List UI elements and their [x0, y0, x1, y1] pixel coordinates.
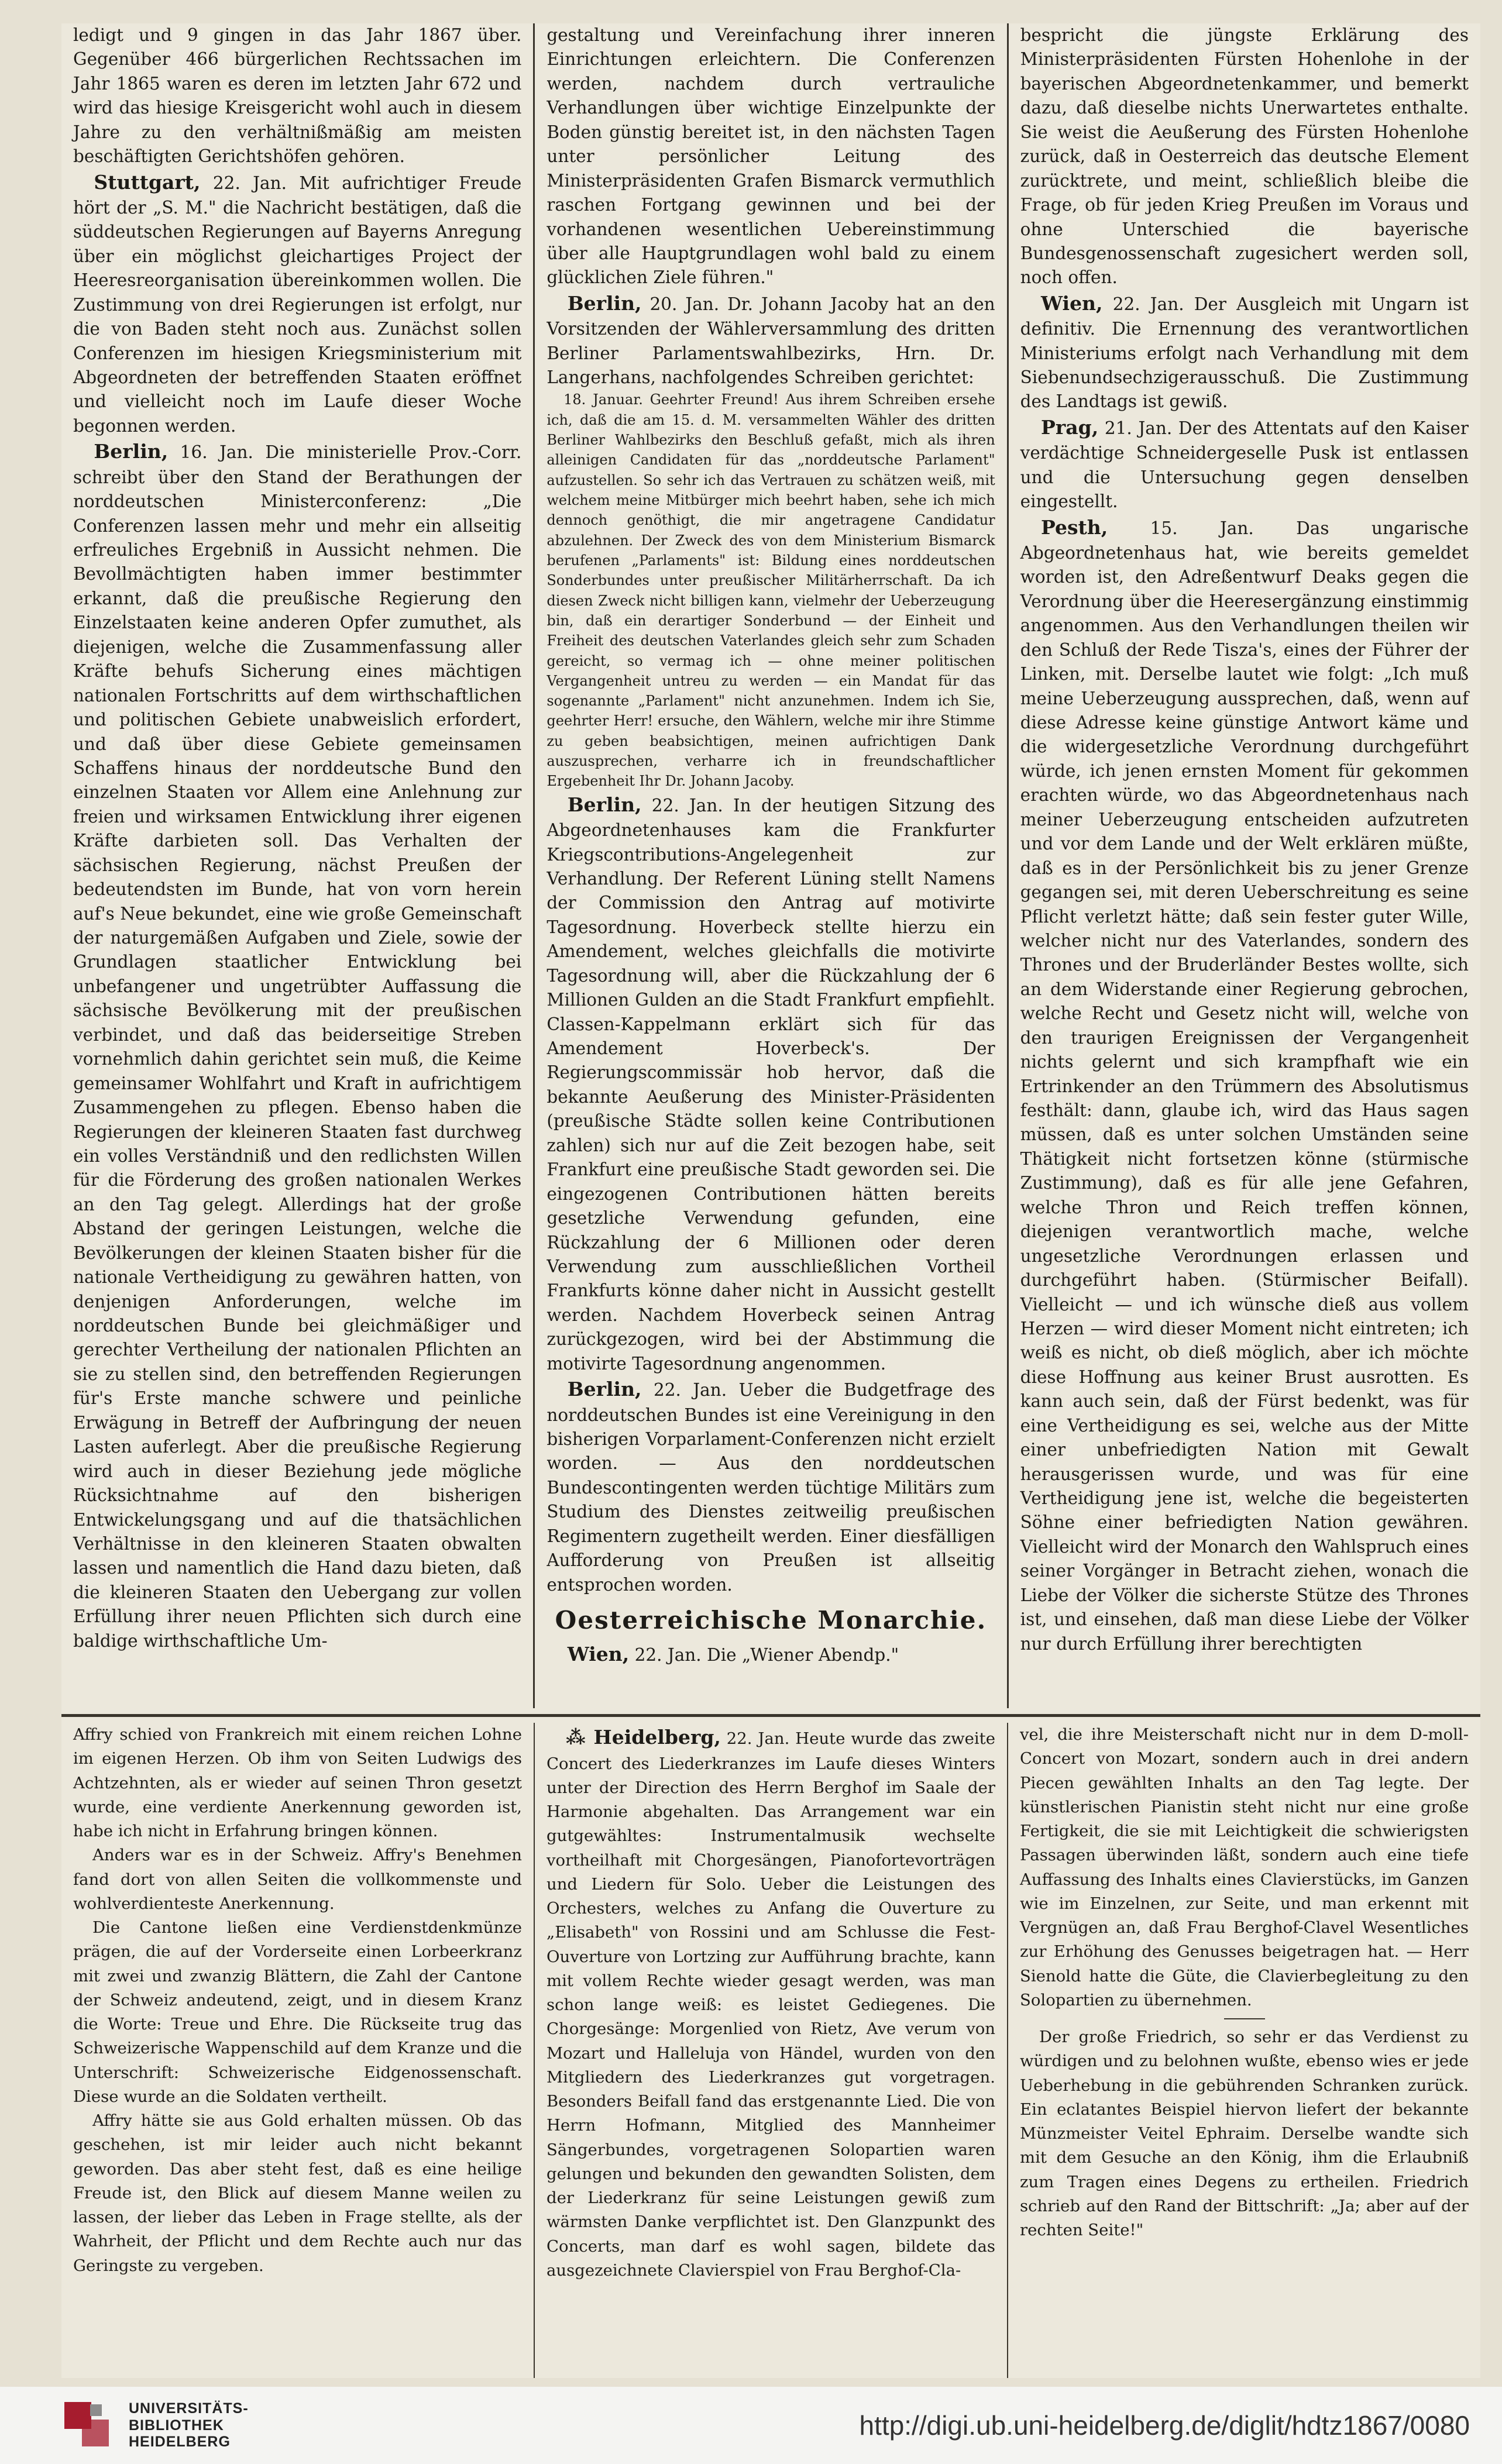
paragraph-text: ledigt und 9 gingen in das Jahr 1867 über. Gegenüber 466 bürgerlichen Rechtssachen im Jahr 1865 waren es deren im letzten Jahr 672 und wird das hiesige Kreisgericht wohl auch in diesem Jahre zu den verhältnißmäßig am meisten beschäftigten Gerichtshöfen gehören. [73, 25, 522, 167]
dateline-place: Berlin, [567, 1378, 642, 1401]
article-paragraph [73, 1843, 522, 1916]
dateline-place: Wien, [567, 1643, 630, 1666]
paragraph-text: 22. Jan. Die „Wiener Abendp." [629, 1645, 899, 1665]
library-name [129, 2400, 249, 2451]
continued-paragraph [547, 23, 995, 290]
article-paragraph [73, 1916, 522, 2109]
lower-column-1 [61, 1723, 535, 2378]
continued-paragraph [1020, 23, 1469, 290]
library-name-line-1: UNIVERSITÄTS- [129, 2400, 249, 2417]
news-item [73, 169, 521, 439]
continued-paragraph [73, 23, 521, 169]
dateline-place: Pesth, [1041, 515, 1108, 539]
paragraph-text: 22. Jan. Der Ausgleich mit Ungarn ist definitiv. Die Ernennung des verantwortlichen Ministeriums erfolgt nach Verhandlung mit dem Siebenundsechzigerausschuß. Die Zustimmung des Landtags ist gewiß. [1020, 294, 1469, 412]
news-item [547, 290, 995, 390]
news-item [547, 791, 995, 1376]
section-heading: Oesterreichische Monarchie. [555, 1606, 987, 1635]
paragraph-text: 22. Jan. Ueber die Budgetfrage des norddeutschen Bundes ist eine Vereinigung in den bisherigen Vorparlament-Conferenzen nicht erzielt worden. — Aus den norddeutschen Bundescontingenten werden tüchtige Militärs zum Studium des Dienstes zeitweilig preußischen Regimentern zugetheilt werden. Einer diesfälligen Aufforderung von Preußen ist allseitig entsprochen worden. [547, 1380, 995, 1595]
article-paragraph [73, 2109, 522, 2278]
paragraph-text: 22. Jan. Heute wurde das zweite Concert des Liederkranzes im Laufe dieses Winters unter der Direction des Herrn Berghof im Saale der Harmonie abgehalten. Das Arrangement war ein gutgewähltes: Instrumentalmusik wechselte vortheilhaft mit Chorgesängen, Pianofortevorträgen und Liedern für Solo. Ueber die Leistungen des Orchesters, welches zu Anfang die Ouverture zu „Elisabeth" von Rossini und am Schlusse die Fest-Ouverture von Lortzing zur Aufführung brachte, kann mit vollem Rechte wieder gesagt werden, was man schon lange weiß: es leistet Gediegenes. Die Chorgesänge: Morgenlied von Rietz, Ave verum von Mozart und Halleluja von Händel, wurden von den Mitgliedern des Liederkranzes gut vorgetragen. Besonders Beifall fand das erstgenannte Lied. Die von Herrn Hofmann, Mitglied des Mannheimer Sängerbundes, vorgetragenen Solopartien waren gelungen und bekunden den gewandten Solisten, dem der Liederkranz für seine Leistungen gewiß zum wärmsten Danke verpflichtet ist. Den Glanzpunkt des Concerts, man darf es wohl sagen, bildete das ausgezeichnete Clavierspiel von Frau Berghof-Cla- [547, 1729, 995, 2280]
paragraph-text: Der große Friedrich, so sehr er das Verdienst zu würdigen und zu belohnen wußte, ebenso wies er jede Ueberhebung in die gebührenden Schranken zurück. Ein eclatantes Beispiel hiervon liefert der bekannte Münzmeister Veitel Ephraim. Derselbe wandte sich mit dem Gesuche an den König, ihm die Erlaubniß zum Tragen eines Degens zu ertheilen. Friedrich schrieb auf den Rand der Bittschrift: „Ja; aber auf der rechten Seite!" [1020, 2028, 1469, 2239]
dateline-place: Berlin, [567, 793, 642, 816]
dateline-place: Berlin, [94, 440, 169, 463]
source-url-link[interactable]: http://digi.ub.uni-heidelberg.de/diglit/hdtz1867/0080 [859, 2410, 1470, 2441]
feuilleton-section [61, 1723, 1480, 2378]
quoted-letter [547, 390, 995, 791]
news-item [1020, 514, 1469, 1656]
dateline-place: Wien, [1041, 291, 1103, 315]
paragraph-text: 16. Jan. Die ministerielle Prov.-Corr. schreibt über den Stand der Berathungen der norddeutschen Ministerconferenz: „Die Conferenzen lassen mehr und mehr ein allseitig erfreuliches Ergebniß in Aussicht nehmen. Die Bevollmächtigten haben immer bestimmter erkannt, daß die preußische Regierung den Einzelstaaten keine anderen Opfer zumuthet, als diejenigen, welche die Zusammenfassung aller Kräfte behufs Sicherung eines mächtigen nationalen Fortschritts auf dem wirthschaftlichen und politischen Gebiete unabweislich erfordert, und daß über diese Gebiete gemeinsamen Schaffens hinaus der norddeutsche Bund den einzelnen Staaten vor Allem eine Anlehnung zur freien und wirksamen Entwicklung ihrer eigenen Kräfte darbieten soll. Das Verhalten der sächsischen Regierung, nächst Preußen der bedeutendsten im Bunde, hat von vorn herein auf's Neue bekundet, eine wie große Gemeinschaft der naturgemäßen Aufgaben und Ziele, sowie der Grundlagen staatlicher Entwicklung bei unbefangener und ungetrübter Auffassung die sächsische Bevölkerung mit der preußischen verbindet, und daß das beiderseitige Streben vornehmlich dahin gerichtet sein muß, die Keime gemeinsamer Wohlfahrt und Kraft in aufrichtigem Zusammengehen zu pflegen. Ebenso haben die Regierungen der kleineren Staaten fast durchweg ein volles Verständniß und den redlichsten Willen für die Förderung des großen nationalen Werkes an den Tag gelegt. Allerdings hat der große Abstand der geringen Leistungen, welche die Bevölkerungen der kleinen Staaten bisher für die nationale Vertheidigung zu gewähren hatten, von denjenigen Anforderungen, welche im norddeutschen Bunde bei gleichmäßiger und gerechter Vertheilung der nationalen Pflichten an sie zu stellen sind, den betreffenden Regierungen für's Erste manche schwere und peinliche Erwägung in Betreff der Aufbringung der neuen Lasten auferlegt. Aber die preußische Regierung wird auch in dieser Beziehung jede mögliche Rücksichtnahme auf den bisherigen Entwickelungsgang und auf die thatsächlichen Verhältnisse in den kleineren Staaten obwalten lassen und namentlich die Hand dazu bieten, daß die kleineren Staaten den Uebergang zur vollen Erfüllung ihrer neuen Pflichten sich durch eine baldige wirthschaftliche Um- [73, 442, 522, 1651]
paragraph-text: Anders war es in der Schweiz. Affry's Benehmen fand dort von allen Seiten die vollkommenste und wohlverdienteste Anerkennung. [73, 1846, 522, 1913]
section-divider-rule [61, 1714, 1480, 1717]
article-separator [1224, 2018, 1265, 2019]
university-library-logo-icon [64, 2402, 111, 2449]
newspaper-page [61, 23, 1480, 2378]
paragraph-text: bespricht die jüngste Erklärung des Ministerpräsidenten Fürsten Hohenlohe in der bayerischen Abgeordnetenkammer, und bemerkt dazu, daß dieselbe nichts Unerwartetes enthalte. Sie weist die Aeußerung des Fürsten Hohenlohe zurück, daß in Oesterreich das deutsche Element zurücktrete, und meint, schließlich bleibe die Frage, ob für jeden Krieg Preußen im Voraus und ohne Unterschied die bayerische Bundesgenossenschaft zugesichert werden soll, noch offen. [1020, 25, 1469, 288]
dateline-place: ⁂ Heidelberg, [566, 1726, 721, 1749]
upper-column-3 [1009, 23, 1480, 1708]
paragraph-text: 15. Jan. Das ungarische Abgeordnetenhaus hat, wie bereits gemeldet worden ist, den Adreßentwurf Deaks gegen die Verordnung über die Heeresergänzung einstimmig angenommen. Aus den Verhandlungen theilen wir den Schluß der Rede Tisza's, eines der Führer der Linken, mit. Derselbe lautet wie folgt: „Ich muß meine Ueberzeugung aussprechen, daß, wenn auf diese Adresse keine günstige Antwort käme und die widergesetzliche Verordnung durchgeführt würde, ich jenen ernsten Moment für gekommen erachten würde, wo das Abgeordnetenhaus nach meiner Ueberzeugung entscheiden aufzutreten und vor dem Lande und der Welt erklären müßte, daß es in der Persönlichkeit bis zu jener Grenze gegangen sei, mit deren Ueberschreitung es seine Pflicht verletzt hätte; daß sein fester guter Wille, welcher nicht nur des Vaterlandes, sondern des Thrones und der Bruderländer Bestes wollte, sich an dem Widerstande einer Regierung gebrochen, welche Recht und Gesetz nicht will, welche von den traurigen Ereignissen der Vergangenheit nichts gelernt und sich krampfhaft wie ein Ertrinkender an den Trümmern des Absolutismus festhält: dann, glaube ich, wird das Haus sagen müssen, daß es unter solchen Umständen seine Thätigkeit nicht fortsetzen könne (stürmische Zustimmung), daß es für alle jene Gefahren, welche Thron und Reich treffen können, diejenigen verantwortlich mache, welche ungesetzliche Verordnungen erlassen und durchgeführt haben. (Stürmischer Beifall). Vielleicht — und ich wünsche dieß aus vollem Herzen — wird dieser Moment nicht eintreten; ich weiß es nicht, ob dieß möglich, aber ich möchte diese Hoffnung aus keiner Brust ausrotten. Es kann auch sein, daß der Fürst bedenkt, was für eine Vertheidigung es sei, welche aus der Mitte einer unbefriedigten Nation mit Gewalt herausgerissen wurde, und was für eine Vertheidigung jene ist, welche die begeisterten Söhne einer befriedigten Nation gewähren. Vielleicht wird der Monarch den Wahlspruch eines seiner Vorgänger in Betracht ziehen, wonach die Liebe der Völker die sicherste Stütze des Thrones ist, und einsehen, daß man diese Liebe der Völker nur durch Erfüllung ihrer berechtigten [1020, 518, 1469, 1654]
paragraph-text: vel, die ihre Meisterschaft nicht nur in dem D-moll-Concert von Mozart, sondern auch in drei andern Piecen gewählten Inhalts an den Tag legte. Der künstlerischen Pianistin steht nicht nur eine große Fertigkeit, die sie mit Leichtigkeit die schwierigsten Passagen überwinden läßt, sondern auch eine tiefe Auffassung des Inhalts eines Clavierstücks, im Ganzen wie im Einzelnen, zur Seite, und man erkennt mit Vergnügen an, daß Frau Berghof-Clavel Wesentliches zur Erhöhung des Genusses beigetragen hat. — Herr Sienold hatte die Güte, die Clavierbegleitung zu den Solopartien zu übernehmen. [1020, 1725, 1469, 2009]
article-paragraph [1020, 2025, 1469, 2242]
dateline-place: Stuttgart, [94, 170, 201, 194]
paragraph-text: gestaltung und Vereinfachung ihrer inneren Einrichtungen erleichtern. Die Conferenzen werden, nachdem durch vertrauliche Verhandlungen über wichtige Einzelpunkte der Boden günstig bereitet ist, in den nächsten Tagen unter persönlicher Leitung des Ministerpräsidenten Grafen Bismarck vermuthlich raschen Fortgang gewinnen und bei der vorhandenen wesentlichen Uebereinstimmung über alle Hauptgrundlagen wohl bald zu einem glücklichen Ziele führen." [547, 25, 995, 288]
lower-column-3 [1008, 1723, 1480, 2378]
news-item [1020, 414, 1469, 514]
paragraph-text: Affry hätte sie aus Gold erhalten müssen. Ob das geschehen, ist mir leider auch nicht bekannt geworden. Das aber steht fest, daß es eine heilige Freude ist, den Blick auf diesem Manne weilen zu lassen, der lieber das Leben in Frage stellte, als der Wahrheit, der Pflicht und dem Rechte auch nur das Geringste zu vergeben. [73, 2111, 522, 2275]
upper-news-section [61, 23, 1480, 1708]
paragraph-text: 22. Jan. In der heutigen Sitzung des Abgeordnetenhauses kam die Frankfurter Kriegscontributions-Angelegenheit zur Verhandlung. Der Referent Lüning stellt Namens der Commission den Antrag auf motivirte Tagesordnung. Hoverbeck stellte hierzu ein Amendement, welches gleichfalls die motivirte Tagesordnung will, aber die Rückzahlung der 6 Millionen Gulden an die Stadt Frankfurt empfiehlt. Classen-Kappelmann erklärt sich für das Amendement Hoverbeck's. Der Regierungscommissär hob hervor, daß die bekannte Aeußerung des Minister-Präsidenten (preußische Städte sollen keine Contributionen zahlen) sich nur auf die Zeit bezogen habe, seit Frankfurt eine preußische Stadt geworden sei. Die eingezogenen Contributionen hätten bereits gesetzliche Verwendung gefunden, eine Rückzahlung der 6 Millionen oder deren Verwendung zum ausschließlichen Vortheil Frankfurts könne daher nicht in Aussicht gestellt werden. Nachdem Hoverbeck seinen Antrag zurückgezogen, wird bei der Abstimmung die motivirte Tagesordnung angenommen. [547, 795, 995, 1374]
library-name-line-2: BIBLIOTHEK [129, 2417, 224, 2434]
news-item [73, 438, 521, 1653]
upper-column-2 [535, 23, 1008, 1708]
paragraph-text: Die Cantone ließen eine Verdienstdenkmünze prägen, die auf der Vorderseite einen Lorbeerkranz mit zwei und zwanzig Blättern, die Zahl der Cantone der Schweiz andeutend, zeigt, und in diesem Kranz die Worte: Treue und Ehre. Die Rückseite trug das Schweizerische Wappenschild auf dem Kranze und die Unterschrift: Schweizerische Eidgenossenschaft. Diese wurde an die Soldaten vertheilt. [73, 1918, 522, 2106]
dateline-place: Berlin, [567, 291, 642, 315]
continued-paragraph [1020, 1723, 1469, 2012]
dateline-place: Prag, [1041, 415, 1099, 439]
paragraph-text: 20. Jan. Dr. Johann Jacoby hat an den Vorsitzenden der Wählerversammlung des dritten Berliner Parlamentswahlbezirks, Hrn. Dr. Langerhans, nachfolgendes Schreiben gerichtet: [547, 294, 995, 388]
upper-column-1 [61, 23, 535, 1708]
news-item [547, 1723, 995, 2283]
footer-bar [0, 2387, 1502, 2464]
lower-column-2 [535, 1723, 1008, 2378]
paragraph-text: Affry schied von Frankreich mit einem reichen Lohne im eigenen Herzen. Ob ihm von Seiten Ludwigs des Achtzehnten, als er wieder auf seinen Thron gesetzt wurde, eine verdiente Anerkennung geworden ist, habe ich nicht in Erfahrung bringen können. [73, 1725, 522, 1840]
continued-paragraph [73, 1723, 522, 1843]
news-item [547, 1376, 995, 1597]
paragraph-text: 21. Jan. Der des Attentats auf den Kaiser verdächtige Schneidergeselle Pusk ist entlassen und die Untersuchung gegen denselben eingestellt. [1020, 418, 1469, 512]
paragraph-text: 22. Jan. Mit aufrichtiger Freude hört der „S. M." die Nachricht bestätigen, daß die süddeutschen Regierungen auf Bayerns Anregung über ein möglichst gleichartiges Project der Heeresreorganisation übereinkommen wollen. Die Zustimmung von drei Regierungen ist erfolgt, nur die von Baden steht noch aus. Zunächst sollen Conferenzen im hiesigen Kriegsministerium mit Abgeordneten der betreffenden Staaten eröffnet und vielleicht noch im Laufe dieser Woche begonnen werden. [73, 173, 522, 436]
news-item [1020, 290, 1469, 414]
library-name-line-3: HEIDELBERG [129, 2434, 231, 2451]
news-item [547, 1641, 995, 1668]
paragraph-text: 18. Januar. Geehrter Freund! Aus ihrem Schreiben ersehe ich, daß die am 15. d. M. versammelten Wähler des dritten Berliner Wahlbezirks den Beschluß gefaßt, mich als ihren alleinigen Candidaten für das „norddeutsche Parlament" aufzustellen. So sehr ich das Vertrauen zu schätzen weiß, mit welchem meine Mitbürger mich beehrt haben, sehe ich mich dennoch genöthigt, die mir angetragene Candidatur abzulehnen. Der Zweck des von dem Ministerium Bismarck berufenen „Parlaments" ist: Bildung eines norddeutschen Sonderbundes unter preußischer Militärherrschaft. Da ich diesen Zweck nicht billigen kann, vielmehr der Ueberzeugung bin, daß ein derartiger Sonderbund — der Einheit und Freiheit des deutschen Vaterlandes gleich sehr zum Schaden gereicht, so vermag ich — ohne meiner politischen Vergangenheit untreu zu werden — ein Mandat für das sogenannte „Parlament" nicht anzunehmen. Indem ich Sie, geehrter Herr! ersuche, den Wählern, welche mir ihre Stimme zu geben beabsichtigen, meinen aufrichtigen Dank auszusprechen, verharre ich in freundschaftlicher Ergebenheit Ihr Dr. Johann Jacoby. [547, 391, 995, 790]
